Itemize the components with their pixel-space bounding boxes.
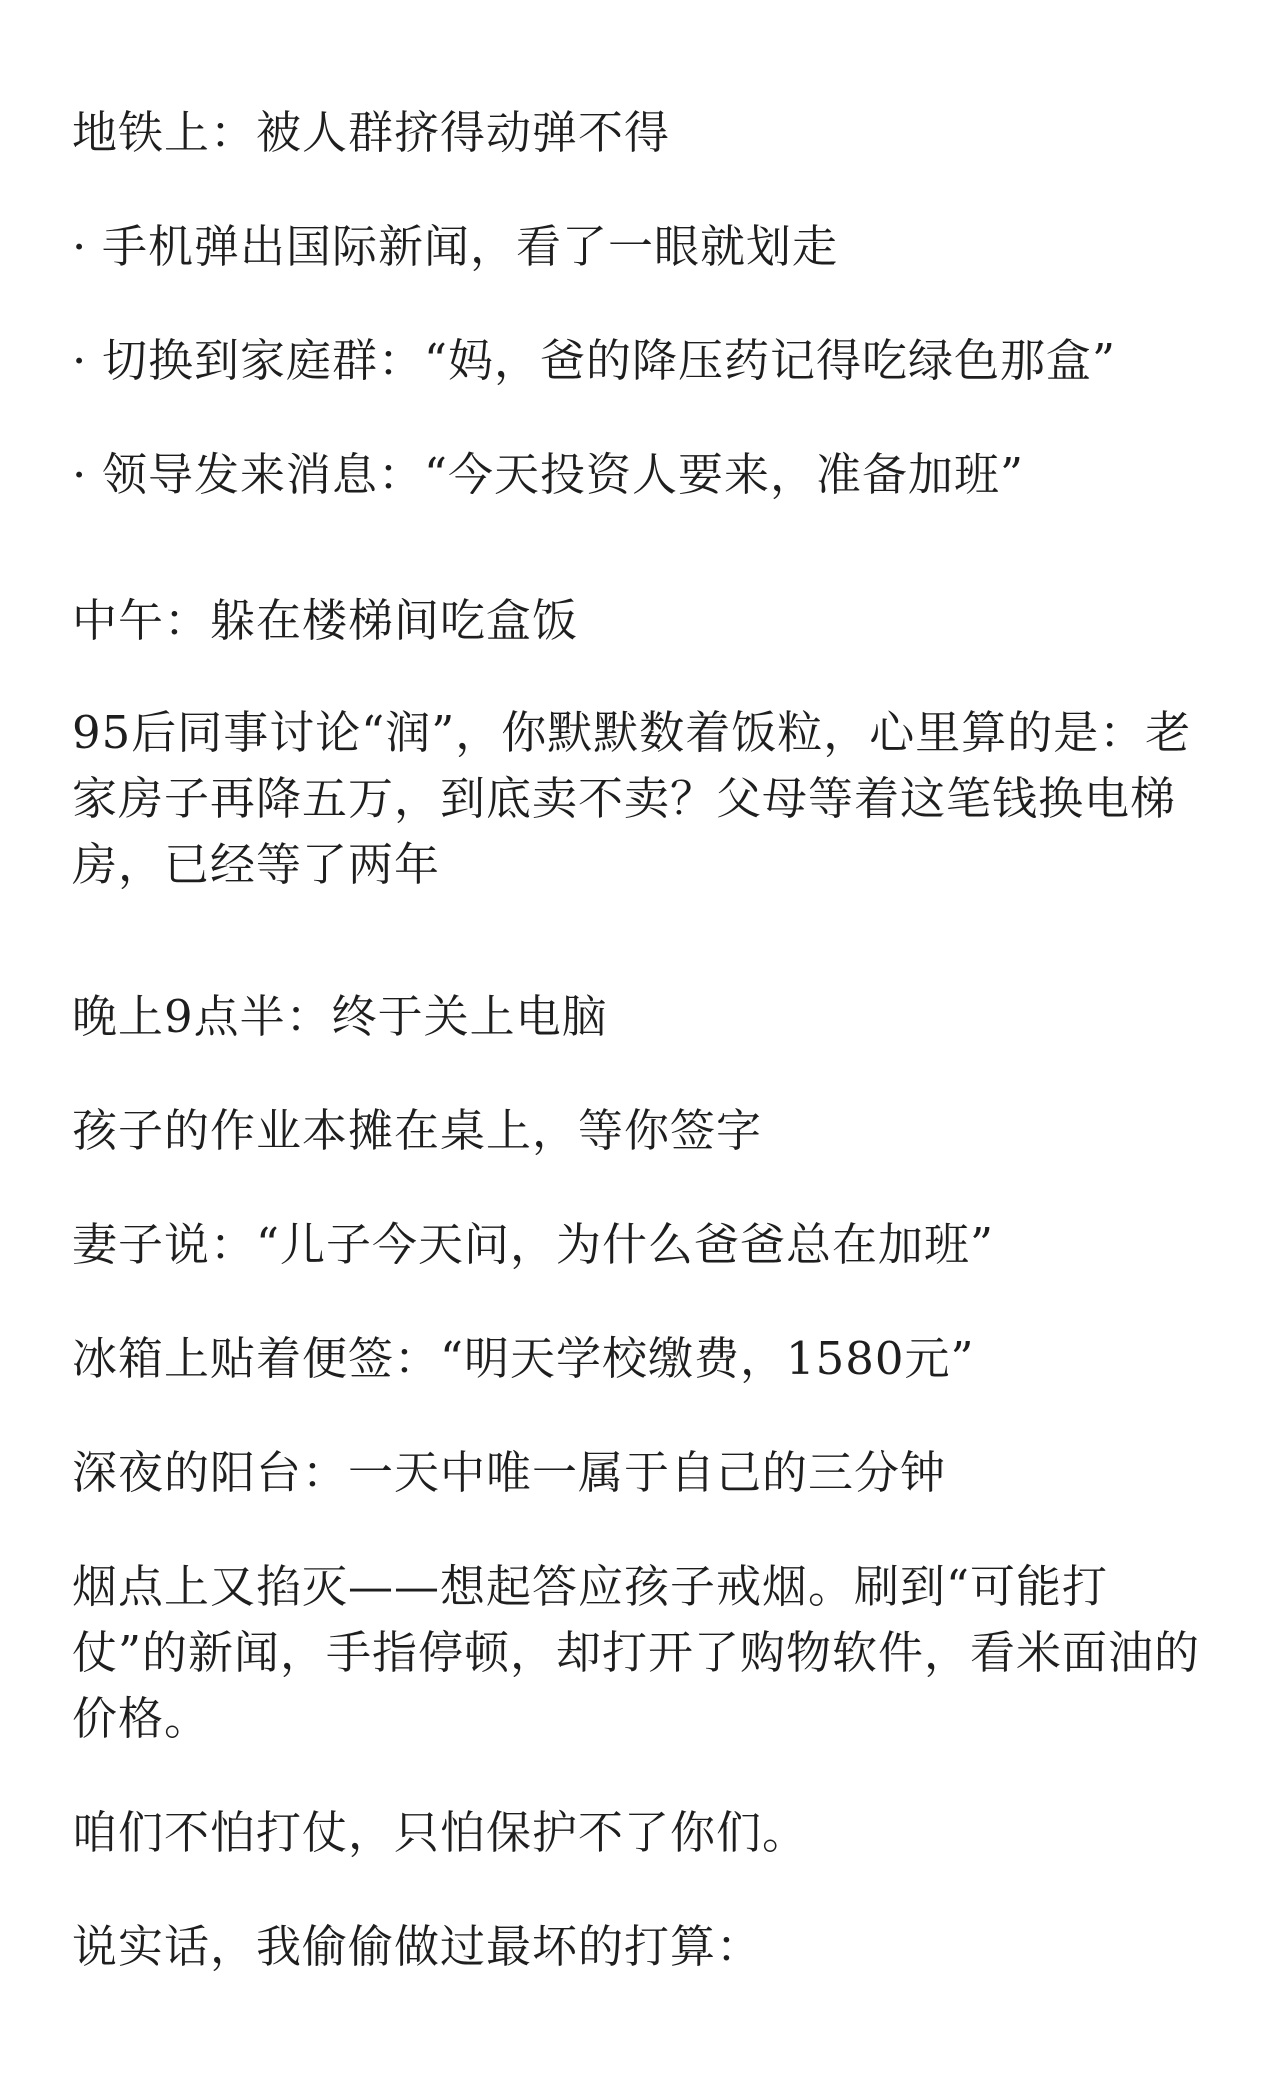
bullet-international-news: · 手机弹出国际新闻，看了一眼就划走 [72, 214, 1212, 280]
paragraph-balcony: 深夜的阳台：一天中唯一属于自己的三分钟 [72, 1446, 947, 1499]
paragraph-cigarette: 烟点上又掐灭——想起答应孩子戒烟。刷到“可能打仗”的新闻，手指停顿，却打开了购物软件，看米面油的价格。 [72, 1560, 1201, 1745]
article-body [72, 100, 1212, 1980]
paragraph-homework: 孩子的作业本摊在桌上，等你签字 [72, 1104, 763, 1157]
paragraph-not-afraid: 咱们不怕打仗，只怕保护不了你们。 [72, 1806, 809, 1859]
paragraph-fridge-note: 冰箱上贴着便签：“明天学校缴费，1580元” [72, 1332, 975, 1385]
paragraph-subway: 地铁上：被人群挤得动弹不得 [72, 106, 671, 159]
paragraph-worst-plan: 说实话，我偷偷做过最坏的打算： [72, 1920, 763, 1973]
bullet-boss-message: · 领导发来消息：“今天投资人要来，准备加班” [72, 442, 1212, 508]
paragraph-evening: 晚上9点半：终于关上电脑 [72, 990, 608, 1043]
bullet-family-group: · 切换到家庭群：“妈，爸的降压药记得吃绿色那盒” [72, 328, 1212, 394]
paragraph-noon: 中午：躲在楼梯间吃盒饭 [72, 594, 579, 647]
paragraph-wife: 妻子说：“儿子今天问，为什么爸爸总在加班” [72, 1218, 995, 1271]
paragraph-coworkers: 95后同事讨论“润”，你默默数着饭粒，心里算的是：老家房子再降五万，到底卖不卖？父母等着这笔钱换电梯房，已经等了两年 [72, 706, 1192, 891]
